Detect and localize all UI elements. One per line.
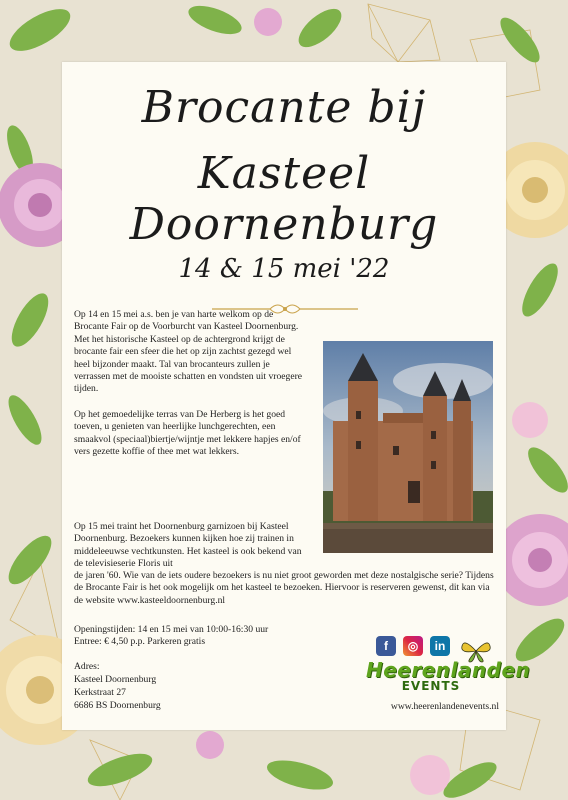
garrison-paragraph-end: de jaren '60. Wie van de iets oudere bezoekers is nu niet groot geworden met deze nostalgische serie? Tijdens de Brocante Fair is het ook mogelijk om het kasteel te bezoeken. Hiervoor is reserveren gewenst, dit kan via de website www.kasteeldoornenburg.nl bbox=[74, 570, 494, 606]
website-link[interactable]: www.heerenlandenevents.nl bbox=[390, 701, 499, 712]
brand-subtitle: EVENTS bbox=[401, 679, 461, 693]
address-name: Kasteel Doornenburg bbox=[74, 674, 157, 685]
intro-paragraph: Op 14 en 15 mei a.s. ben je van harte welkom op de Brocante Fair op de Voorburcht van Kasteel Doornenburg. Met het historische Kasteel op de achtergrond krijgt de brocante fair een sfeer die het op zijn zachtst gezegd wel heel bijzonder maakt. Tal van brocanteurs zullen je verrassen met de mooiste schatten en vondsten uit vroegere tijden. bbox=[74, 309, 303, 395]
title-line-2: Kasteel Doornenburg bbox=[129, 148, 439, 250]
terrace-paragraph: Op het gemoedelijke terras van De Herberg is het goed toeven, u genieten van heerlijke lunchgerechten, een smaakvol (speciaal)biertje/wijntje met lekkere hapjes en/of vers gezette koffie of thee met wat lekkers. bbox=[74, 409, 301, 458]
event-date: 14 & 15 mei '22 bbox=[178, 254, 390, 284]
garrison-paragraph-start: Op 15 mei traint het Doornenburg garnizoen bij Kasteel Doornenburg. Bezoekers kunnen kijken hoe zij trainen in middeleeuwse vechtkunsten. Het kasteel is ook bekend van de televisieserie Floris uit bbox=[74, 521, 302, 570]
facebook-icon[interactable]: f bbox=[376, 636, 396, 656]
brand-name: Heerenlanden bbox=[366, 658, 531, 682]
address-heading: Adres: bbox=[74, 661, 100, 672]
instagram-icon[interactable]: ◎ bbox=[403, 636, 423, 656]
opening-info bbox=[74, 624, 268, 649]
entry-price: Entree: € 4,50 p.p. Parkeren gratis bbox=[74, 636, 206, 648]
address-city: 6686 BS Doornenburg bbox=[74, 700, 161, 711]
opening-hours: Openingstijden: 14 en 15 mei van 10:00-16:30 uur bbox=[74, 624, 269, 635]
heerenlanden-logo bbox=[366, 658, 531, 698]
linkedin-icon[interactable]: in bbox=[430, 636, 450, 656]
address-block bbox=[74, 660, 161, 712]
title-line-1: Brocante bij bbox=[141, 82, 427, 133]
flyer-card bbox=[62, 62, 531, 730]
address-street: Kerkstraat 27 bbox=[74, 687, 126, 698]
castle-photo bbox=[323, 341, 493, 553]
